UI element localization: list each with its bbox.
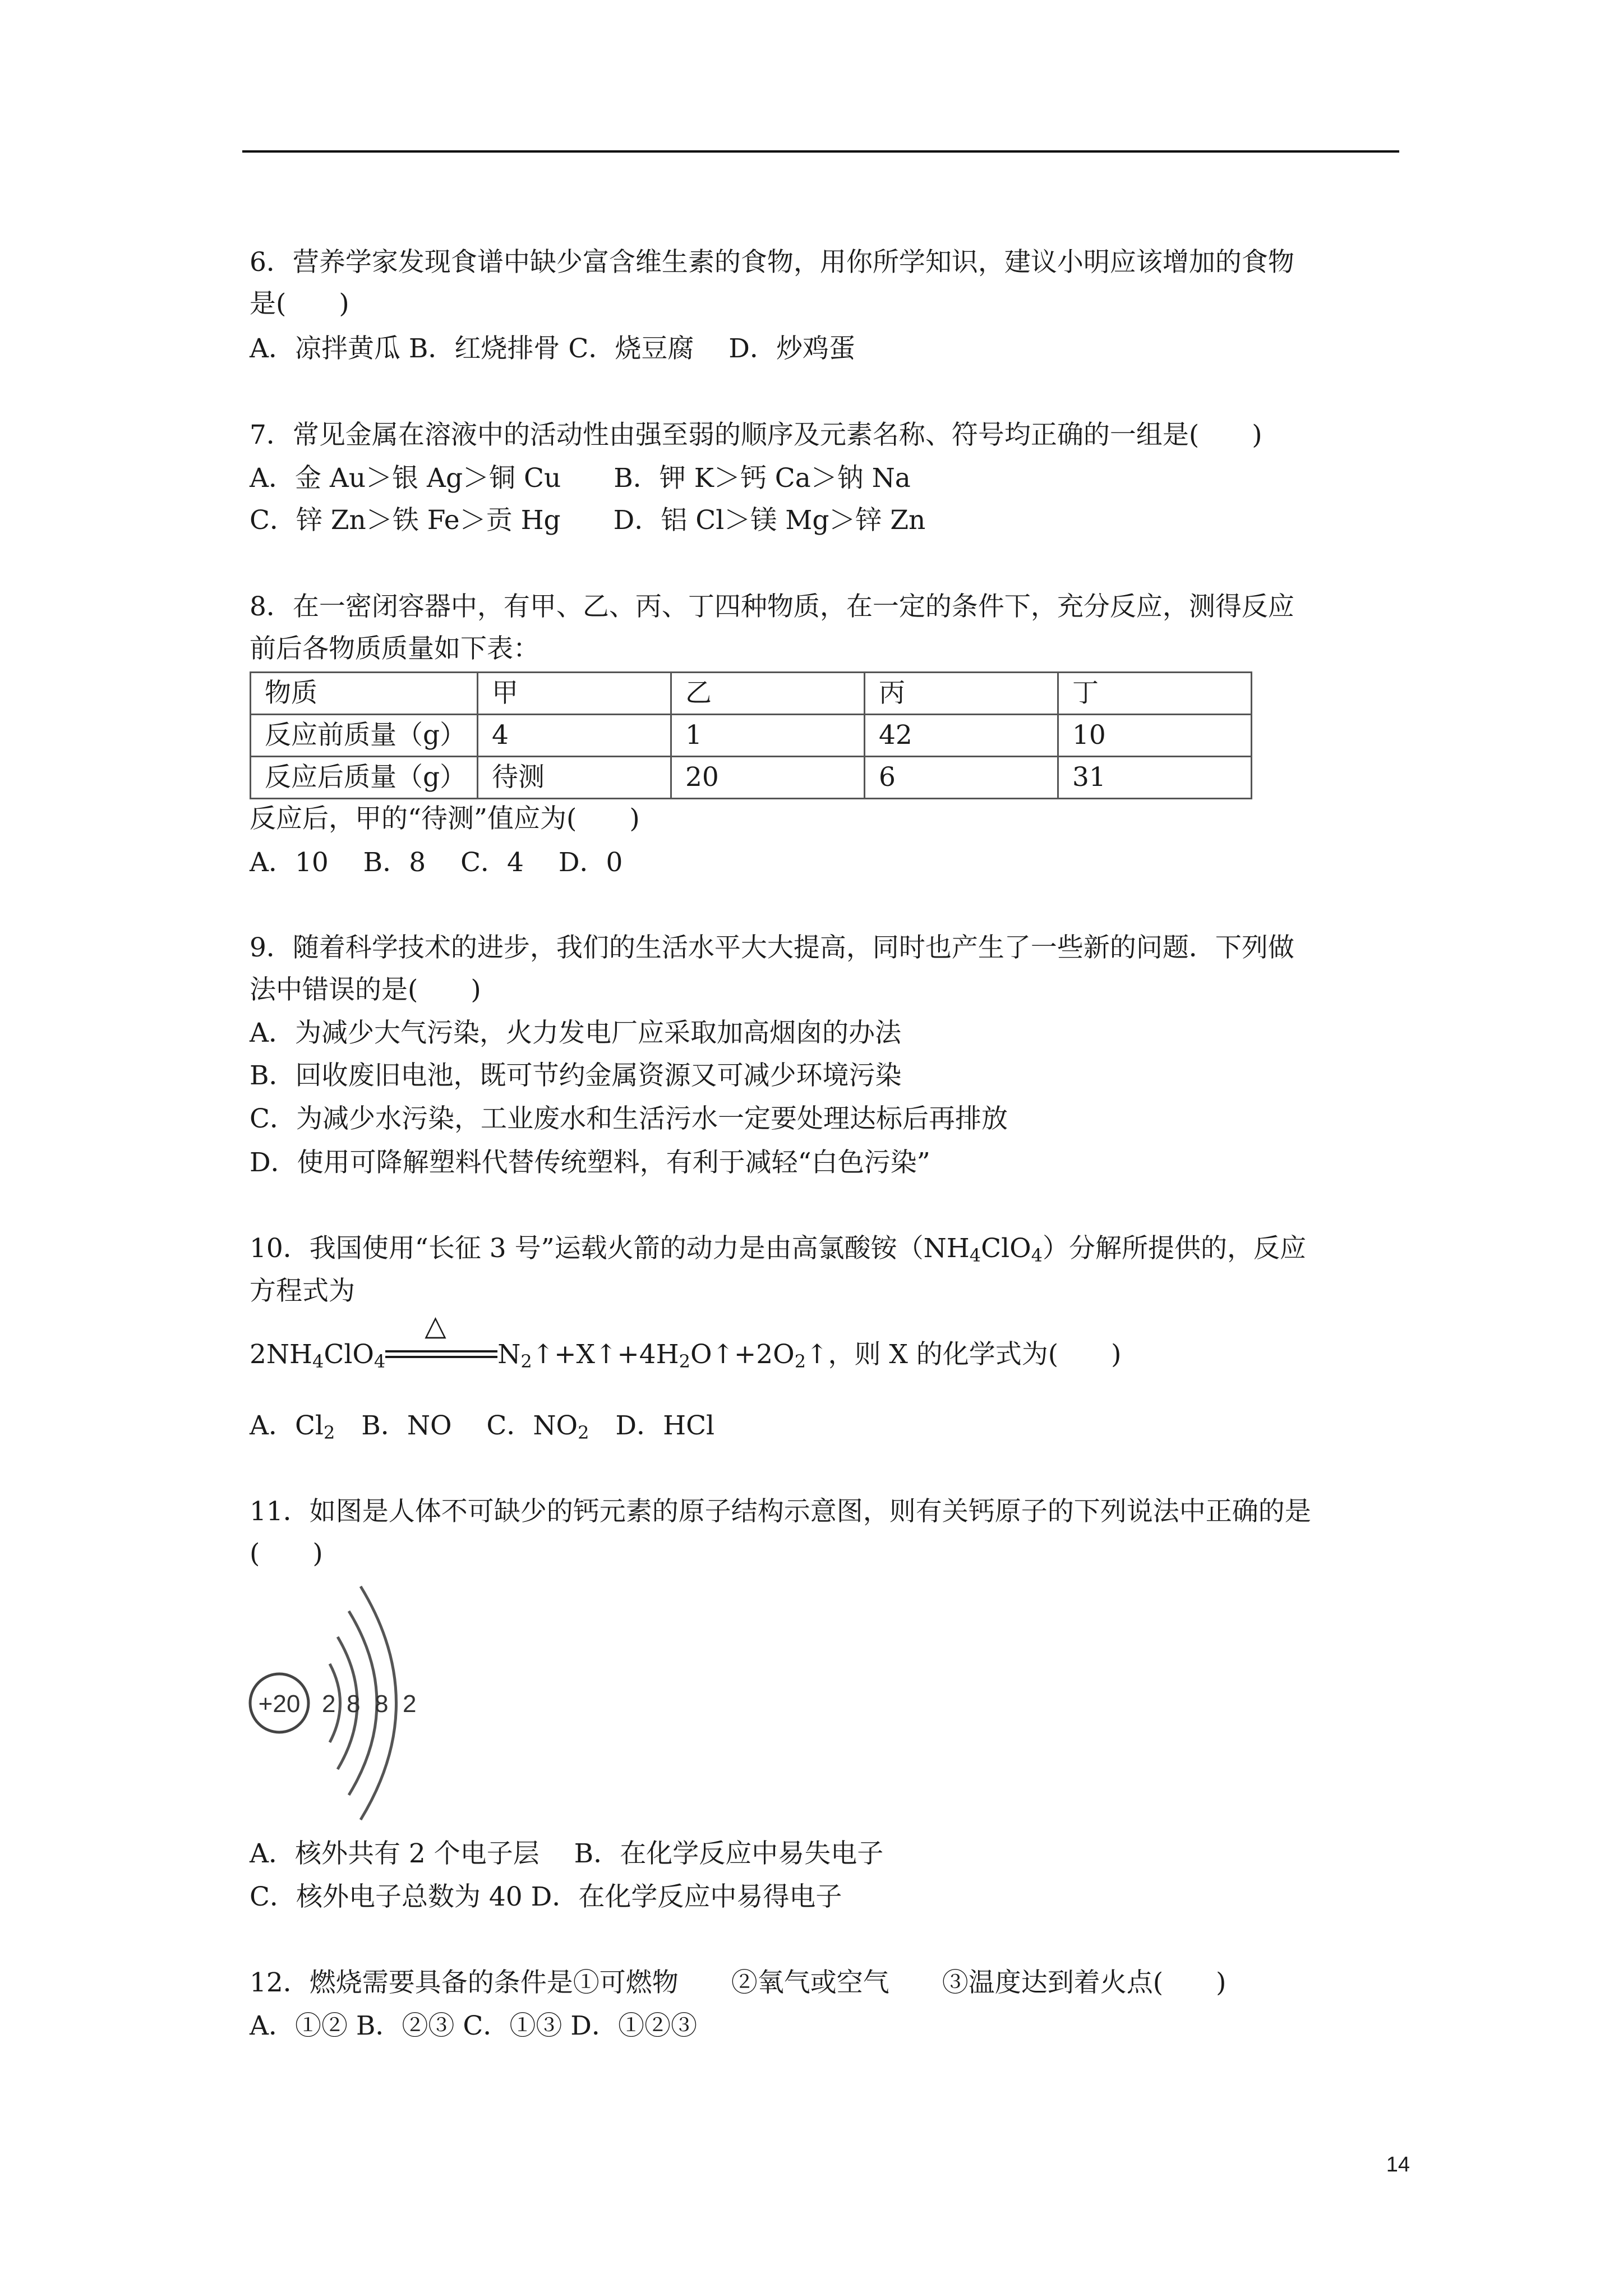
table-cell: 10 <box>1058 715 1252 757</box>
table-cell: 丁 <box>1058 673 1252 715</box>
q12-options: A．①② B．②③ C．①③ D．①②③ <box>250 2010 697 2041</box>
q11-stem-line1: 11．如图是人体不可缺少的钙元素的原子结构示意图，则有关钙原子的下列说法中正确的是 <box>250 1496 1311 1527</box>
q6-stem-line2: 是( ) <box>250 288 349 319</box>
page-number: 14 <box>1386 2153 1410 2177</box>
q9-option-a: A．为减少大气污染，火力发电厂应采取加高烟囱的办法 <box>250 1018 901 1048</box>
q9-option-b: B．回收废旧电池，既可节约金属资源又可减少环境污染 <box>250 1060 902 1091</box>
table-cell: 反应后质量（g） <box>251 757 478 799</box>
table-row <box>251 673 1252 715</box>
q7-options-cd: C．锌 Zn＞铁 Fe＞贡 Hg D．铝 Cl＞镁 Mg＞锌 Zn <box>250 505 926 536</box>
q9-option-c: C．为减少水污染，工业废水和生活污水一定要处理达标后再排放 <box>250 1103 1008 1134</box>
table-row <box>251 715 1252 757</box>
shell-4-electrons: 2 <box>403 1690 417 1718</box>
table-cell: 乙 <box>671 673 865 715</box>
table-row <box>251 757 1252 799</box>
heat-triangle-icon: △ <box>425 1309 446 1342</box>
q8-stem-line1: 8．在一密闭容器中，有甲、乙、丙、丁四种物质，在一定的条件下，充分反应，测得反应 <box>250 591 1294 622</box>
table-cell: 6 <box>865 757 1058 799</box>
nucleus-charge: +20 <box>258 1690 301 1718</box>
q11-stem-line2: ( ) <box>250 1538 323 1569</box>
shell-3-electrons: 8 <box>375 1690 389 1718</box>
q9-stem-line1: 9．随着科学技术的进步，我们的生活水平大大提高，同时也产生了一些新的问题．下列做 <box>250 932 1294 963</box>
calcium-atom-structure-diagram <box>247 1571 437 1829</box>
table-cell: 待测 <box>478 757 671 799</box>
table-cell: 反应前质量（g） <box>251 715 478 757</box>
table-cell: 20 <box>671 757 865 799</box>
table-cell: 物质 <box>251 673 478 715</box>
table-cell: 1 <box>671 715 865 757</box>
q8-stem-line2: 前后各物质质量如下表： <box>250 633 540 664</box>
q8-question: 反应后，甲的“待测”值应为( ) <box>250 803 640 834</box>
table-cell: 4 <box>478 715 671 757</box>
q6-stem-line1: 6．营养学家发现食谱中缺少富含维生素的食物，用你所学知识，建议小明应该增加的食物 <box>250 247 1294 278</box>
table-cell: 丙 <box>865 673 1058 715</box>
q8-mass-table <box>250 671 1252 799</box>
q10-stem-line1: 10．我国使用“长征 3 号”运载火箭的动力是由高氯酸铵$(NH_4ClO_4)$分解所提供的，反应 <box>250 1233 1307 1266</box>
shell-1-electrons: 2 <box>322 1690 336 1718</box>
table-cell: 42 <box>865 715 1058 757</box>
q9-option-d: D．使用可降解塑料代替传统塑料，有利于减轻“白色污染” <box>250 1147 930 1178</box>
table-cell: 甲 <box>478 673 671 715</box>
q8-options: A．10 B．8 C．4 D．0 <box>250 847 623 878</box>
q11-options-ab: A．核外共有 2 个电子层 B．在化学反应中易失电子 <box>250 1838 884 1869</box>
q10-equation: $2NH_4ClO_4$ △ $N_2↑+X↑+4H_2O↑+2O_2↑$，则 X 的化学式为( ) <box>250 1309 1122 1372</box>
q10-stem-line2: 方程式为 <box>250 1276 355 1306</box>
q6-options: A．凉拌黄瓜 B．红烧排骨 C．烧豆腐 D．炒鸡蛋 <box>250 333 855 364</box>
q7-stem: 7．常见金属在溶液中的活动性由强至弱的顺序及元素名称、符号均正确的一组是( ) <box>250 420 1262 450</box>
heating-condition-sign <box>385 1309 497 1372</box>
q10-options: A．$Cl_2$ B．NO C．$NO_2$ D．HCl <box>250 1410 715 1443</box>
q9-stem-line2: 法中错误的是( ) <box>250 974 481 1005</box>
q7-options-ab: A．金 Au＞银 Ag＞铜 Cu B．钾 K＞钙 Ca＞钠 Na <box>250 463 911 494</box>
header-rule <box>242 150 1399 153</box>
q11-options-cd: C．核外电子总数为 40 D．在化学反应中易得电子 <box>250 1881 842 1912</box>
q12-stem: 12．燃烧需要具备的条件是①可燃物 ②氧气或空气 ③温度达到着火点( ) <box>250 1967 1227 1998</box>
table-cell: 31 <box>1058 757 1252 799</box>
shell-2-electrons: 8 <box>347 1690 361 1718</box>
